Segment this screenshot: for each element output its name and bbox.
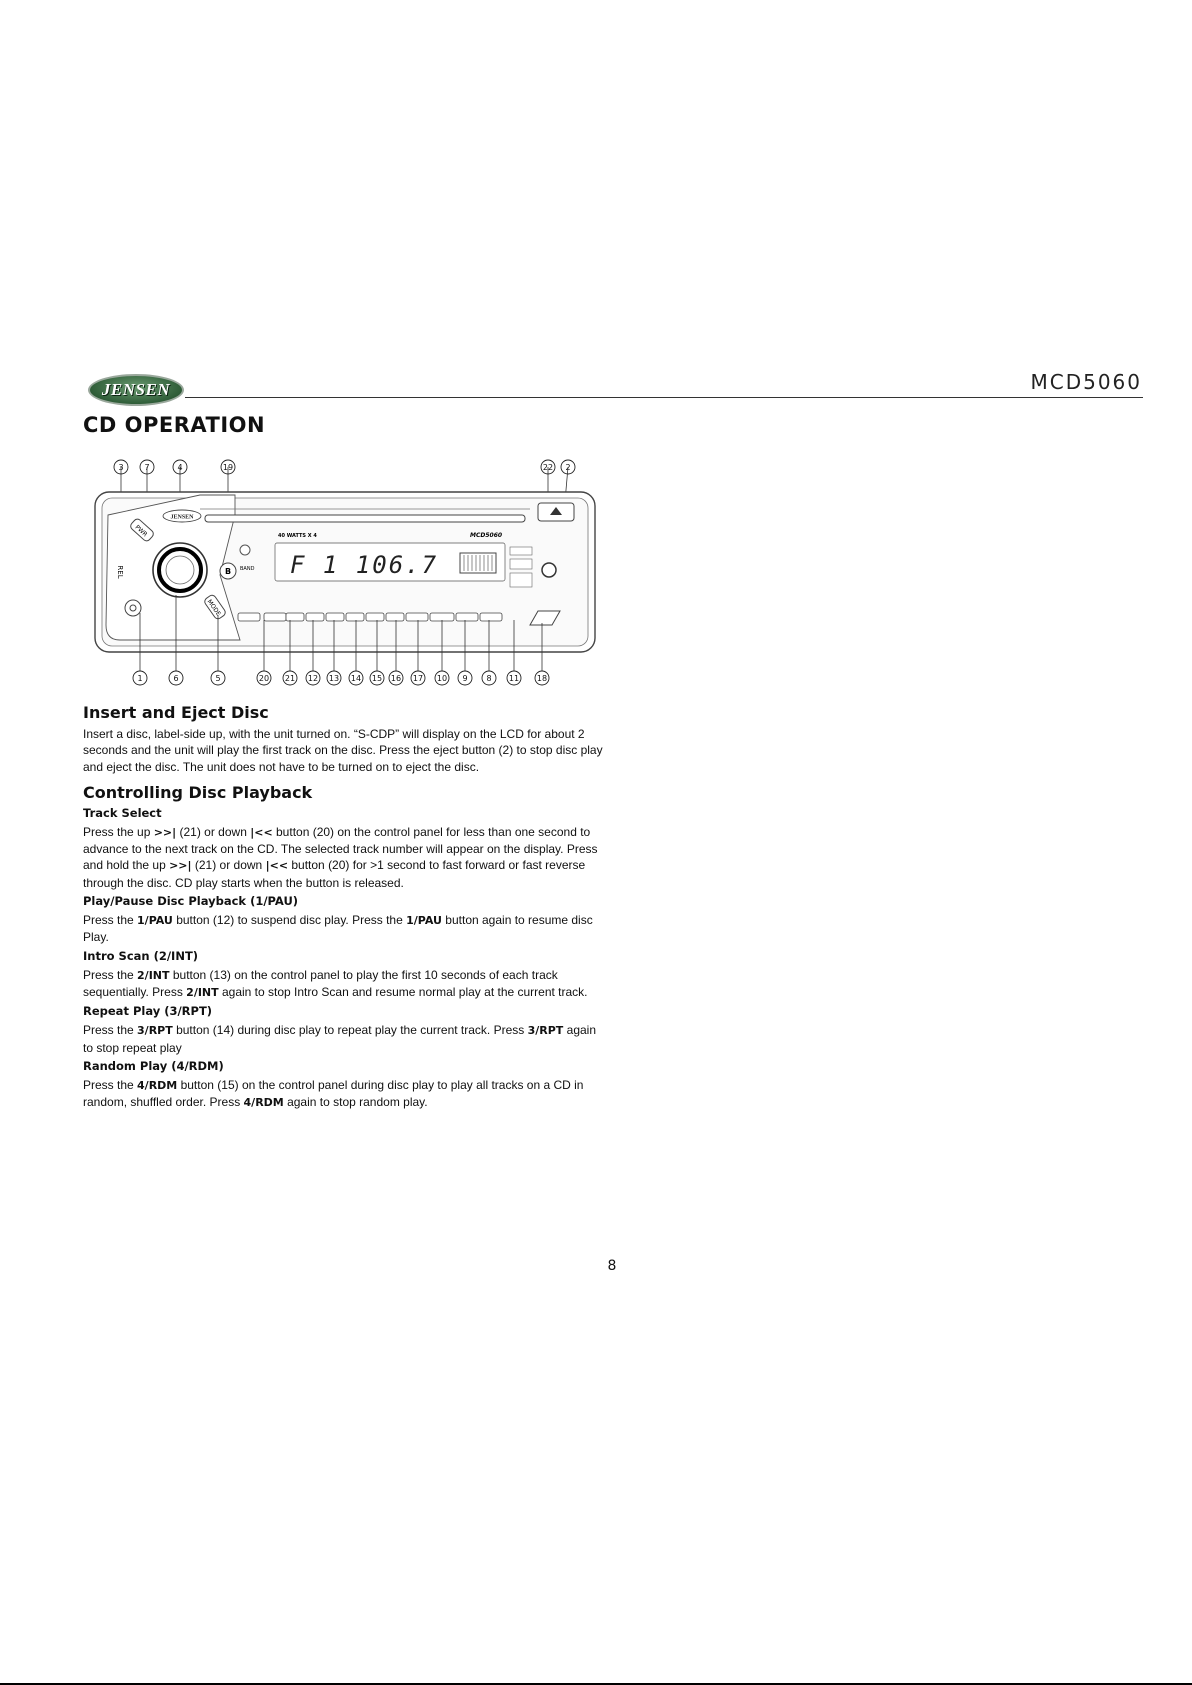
bottom-callout-label-17: 17: [412, 674, 424, 684]
insert-eject-text: Insert a disc, label-side up, with the unit turned on. “S-CDP” will display on the LCD for about 2 seconds and the unit will play the first track on the disc. Press the eject button (2) to stop disc play and eject the disc. The unit does not have to be turned on to eject the disc.: [83, 727, 603, 774]
header-rule: [185, 397, 1143, 398]
bottom-callout-label-10: 10: [436, 674, 448, 684]
pwr-label: PWR: [133, 523, 149, 539]
bottom-callouts: [133, 671, 549, 685]
rel-label: REL: [116, 565, 124, 579]
subheading-intro-scan: Intro Scan (2/INT): [83, 948, 199, 963]
play-pause-text: Press the 1/PAU button (12) to suspend disc play. Press the 1/PAU button again to resume disc Play.: [83, 913, 593, 945]
bottom-callout-label-9: 9: [462, 674, 468, 684]
heading-insert-eject: Insert and Eject Disc: [83, 703, 269, 722]
jensen-logo: [88, 374, 184, 406]
bottom-callout-label-6: 6: [173, 674, 179, 684]
model-number: MCD5060: [1030, 370, 1142, 394]
subheading-play-pause: Play/Pause Disc Playback (1/PAU): [83, 894, 299, 909]
top-callout-label-7: 7: [144, 463, 150, 473]
brand-small: JENSEN: [170, 514, 194, 521]
subheading-repeat-play: Repeat Play (3/RPT): [83, 1004, 213, 1019]
bottom-callout-label-1: 1: [137, 674, 143, 684]
top-callouts: [114, 460, 575, 474]
svg-text:B: B: [224, 567, 232, 576]
bottom-callout-label-16: 16: [390, 674, 402, 684]
top-callout-label-2: 2: [565, 463, 571, 473]
page-number: 8: [607, 1258, 617, 1274]
bottom-callout-label-8: 8: [486, 674, 492, 684]
faceplate: [95, 492, 595, 652]
mode-label: MODE: [205, 598, 222, 618]
top-callout-label-4: 4: [177, 463, 183, 473]
bottom-callout-label-5: 5: [215, 674, 221, 684]
track-select-text: Press the up >>| (21) or down |<< button (20) on the control panel for less than one second to advance to the next track on the CD. The selected track number will appear on the display. Press and hold the up >>| (21) or down |<< button (20) for >1 second to fast forward or fast reverse through the disc. CD play starts when the button is released.: [83, 824, 598, 890]
subheading-random-play: Random Play (4/RDM): [83, 1058, 224, 1073]
watts-label: 40 WATTS X 4: [278, 533, 317, 539]
bottom-callout-label-15: 15: [371, 674, 383, 684]
cd-player-diagram: [90, 455, 600, 690]
bottom-callout-label-13: 13: [328, 674, 340, 684]
bottom-callout-label-14: 14: [350, 674, 362, 684]
logo-text: JENSEN: [101, 380, 171, 399]
intro-scan-text: Press the 2/INT button (13) on the control panel to play the first 10 seconds of each track sequentially. Press 2/INT again to stop Intro Scan and resume normal play at the current track.: [83, 967, 588, 999]
content: [83, 703, 603, 1114]
random-play-text: Press the 4/RDM button (15) on the control panel during disc play to play all tracks on a CD in random, shuffled order. Press 4/RDM again to stop random play.: [83, 1077, 584, 1110]
lcd-text: F 1 106.7: [290, 551, 439, 579]
bottom-callout-label-21: 21: [284, 674, 296, 684]
bottom-callout-label-18: 18: [536, 674, 548, 684]
section-title: CD OPERATION: [83, 413, 266, 437]
model-small: MCD5060: [470, 532, 503, 539]
repeat-play-text: Press the 3/RPT button (14) during disc play to repeat play the current track. Press 3/RPT again to stop repeat play: [83, 1023, 597, 1055]
bottom-callout-label-11: 11: [508, 674, 520, 684]
bottom-callout-label-20: 20: [258, 674, 270, 684]
top-callout-label-3: 3: [118, 463, 124, 473]
top-callout-label-19: 19: [222, 463, 234, 473]
subheading-track-select: Track Select: [83, 805, 162, 820]
top-callout-label-22: 22: [542, 463, 554, 473]
band-label: BAND: [240, 566, 255, 572]
heading-controlling: Controlling Disc Playback: [83, 782, 313, 802]
bottom-callout-label-12: 12: [307, 674, 319, 684]
